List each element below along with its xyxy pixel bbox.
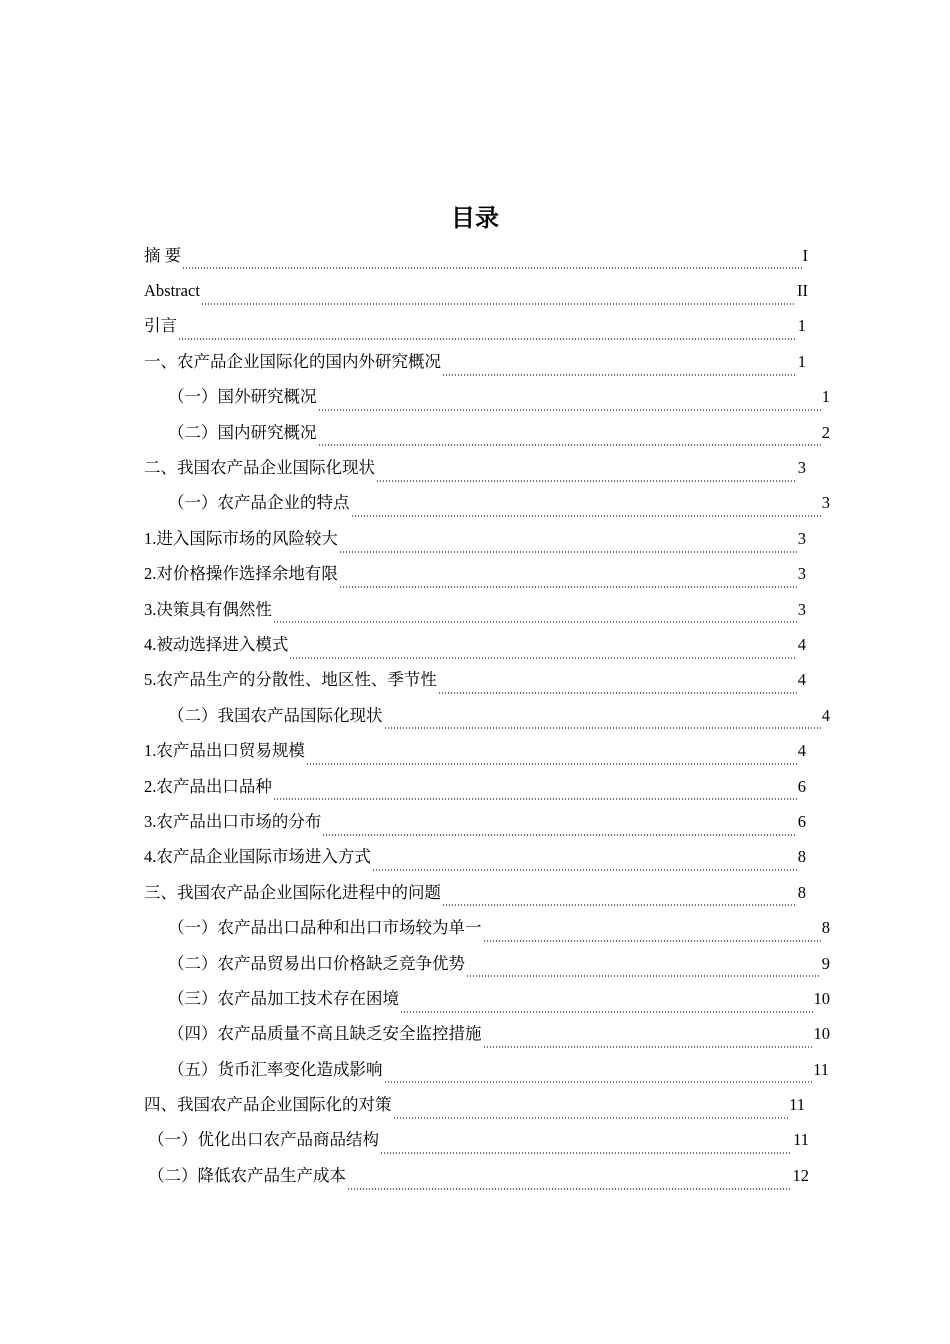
toc-entry-page: 11 (789, 1095, 805, 1115)
toc-entry-page: 4 (821, 705, 830, 725)
toc-entry[interactable] (144, 1017, 830, 1052)
toc-entry[interactable] (144, 910, 830, 945)
toc-entry[interactable] (144, 946, 830, 981)
toc-entry-title: 一、农产品企业国际化的国内外研究概况 (144, 351, 441, 371)
toc-entry-page: 11 (793, 1130, 809, 1150)
toc-entry-page: 4 (797, 741, 806, 761)
toc-entry[interactable] (144, 450, 806, 485)
toc-entry-title: 1.进入国际市场的风险较大 (144, 528, 338, 548)
toc-entry-page: 10 (813, 988, 830, 1008)
toc-entry-page: 1 (797, 316, 806, 336)
toc-dot-leader (289, 657, 796, 659)
toc-entry[interactable] (144, 698, 830, 733)
toc-entry-page: 9 (821, 953, 830, 973)
toc-dot-leader (466, 975, 821, 977)
toc-dot-leader (182, 267, 801, 269)
toc-entry-page: 4 (797, 634, 806, 654)
toc-dot-leader (442, 904, 797, 906)
toc-dot-leader (384, 727, 821, 729)
toc-entry[interactable] (144, 557, 806, 592)
toc-entry-page: 10 (813, 1024, 830, 1044)
toc-entry-title: （一）农产品出口品种和出口市场较为单一 (168, 918, 482, 938)
toc-entry-page: 8 (797, 882, 806, 902)
toc-entry-page: 3 (797, 564, 806, 584)
toc-entry-page: 6 (797, 811, 806, 831)
toc-entry[interactable] (144, 875, 806, 910)
toc-dot-leader (442, 374, 797, 376)
toc-dot-leader (273, 798, 797, 800)
toc-entry-title: 引言 (144, 316, 177, 336)
toc-dot-leader (351, 515, 821, 517)
toc-entry-title: （二）我国农产品国际化现状 (168, 705, 383, 725)
toc-entry[interactable] (144, 769, 806, 804)
toc-entry-page: 1 (797, 351, 806, 371)
toc-entry[interactable] (144, 592, 806, 627)
toc-dot-leader (318, 409, 821, 411)
toc-entry-page: 3 (797, 458, 806, 478)
toc-dot-leader (400, 1011, 813, 1013)
toc-dot-leader (483, 1046, 813, 1048)
toc-entry[interactable] (144, 273, 808, 308)
toc-dot-leader (339, 586, 797, 588)
toc-dot-leader (376, 480, 797, 482)
toc-entry-title: 3.农产品出口市场的分布 (144, 811, 322, 831)
toc-entry-title: 5.农产品生产的分散性、地区性、季节性 (144, 670, 437, 690)
toc-entry-title: 二、我国农产品企业国际化现状 (144, 458, 375, 478)
toc-entry-title: 4.被动选择进入模式 (144, 634, 289, 654)
toc-entry-title: 1.农产品出口贸易规模 (144, 741, 305, 761)
toc-entry-page: 2 (821, 422, 830, 442)
toc-entry-page: 3 (821, 493, 830, 513)
toc-entry-title: （五）货币汇率变化造成影响 (168, 1059, 383, 1079)
toc-entry-page: 11 (813, 1059, 829, 1079)
toc-entry-title: （一）农产品企业的特点 (168, 493, 350, 513)
toc-entry-page: II (797, 281, 808, 301)
toc-dot-leader (339, 551, 797, 553)
toc-entry[interactable] (144, 380, 830, 415)
toc-entry[interactable] (144, 486, 830, 521)
toc-dot-leader (438, 692, 797, 694)
toc-dot-leader (178, 338, 797, 340)
toc-entry[interactable] (144, 415, 830, 450)
toc-entry-page: 4 (797, 670, 806, 690)
toc-entry-page: I (802, 245, 808, 265)
toc-entry-title: （二）农产品贸易出口价格缺乏竞争优势 (168, 953, 465, 973)
toc-entry[interactable] (144, 1087, 805, 1122)
toc-dot-leader (318, 444, 821, 446)
toc-entry-title: Abstract (144, 281, 200, 301)
toc-entry[interactable] (144, 344, 806, 379)
toc-entry-title: （二）降低农产品生产成本 (148, 1165, 346, 1185)
toc-entry-title: （三）农产品加工技术存在困境 (168, 988, 399, 1008)
toc-entry-title: （四）农产品质量不高且缺乏安全监控措施 (168, 1024, 482, 1044)
toc-entry-page: 12 (792, 1165, 809, 1185)
toc-dot-leader (273, 621, 797, 623)
toc-entry[interactable] (144, 804, 806, 839)
toc-entry-title: （一）优化出口农产品商品结构 (148, 1130, 379, 1150)
toc-entry[interactable] (144, 981, 830, 1016)
toc-entry[interactable] (144, 663, 806, 698)
toc-dot-leader (384, 1081, 813, 1083)
toc-entry-title: 三、我国农产品企业国际化进程中的问题 (144, 882, 441, 902)
toc-entry[interactable] (144, 1123, 809, 1158)
toc-dot-leader (393, 1117, 789, 1119)
toc-entry-title: 3.决策具有偶然性 (144, 599, 272, 619)
toc-entry-page: 8 (797, 847, 806, 867)
toc-list (144, 238, 830, 1194)
toc-entry-page: 6 (797, 776, 806, 796)
toc-entry-title: （二）国内研究概况 (168, 422, 317, 442)
toc-entry-title: 4.农产品企业国际市场进入方式 (144, 847, 371, 867)
toc-entry-title: 四、我国农产品企业国际化的对策 (144, 1095, 392, 1115)
toc-entry[interactable] (144, 733, 806, 768)
toc-dot-leader (380, 1152, 792, 1154)
toc-dot-leader (483, 940, 821, 942)
toc-entry-page: 8 (821, 918, 830, 938)
toc-entry[interactable] (144, 238, 808, 273)
toc-entry-title: （一）国外研究概况 (168, 387, 317, 407)
toc-dot-leader (201, 303, 796, 305)
toc-entry-title: 2.农产品出口品种 (144, 776, 272, 796)
toc-entry[interactable] (144, 521, 806, 556)
toc-entry-page: 3 (797, 599, 806, 619)
toc-entry[interactable] (144, 627, 806, 662)
toc-entry-title: 2.对价格操作选择余地有限 (144, 564, 338, 584)
toc-dot-leader (322, 834, 796, 836)
toc-dot-leader (372, 869, 797, 871)
toc-dot-leader (306, 763, 797, 765)
toc-entry-page: 3 (797, 528, 806, 548)
toc-entry-page: 1 (821, 387, 830, 407)
toc-entry-title: 摘 要 (144, 245, 182, 265)
toc-entry[interactable] (144, 840, 806, 875)
toc-entry[interactable] (144, 1052, 829, 1087)
toc-title: 目录 (451, 204, 499, 232)
toc-entry[interactable] (144, 1158, 809, 1193)
toc-dot-leader (347, 1188, 792, 1190)
toc-entry[interactable] (144, 309, 806, 344)
